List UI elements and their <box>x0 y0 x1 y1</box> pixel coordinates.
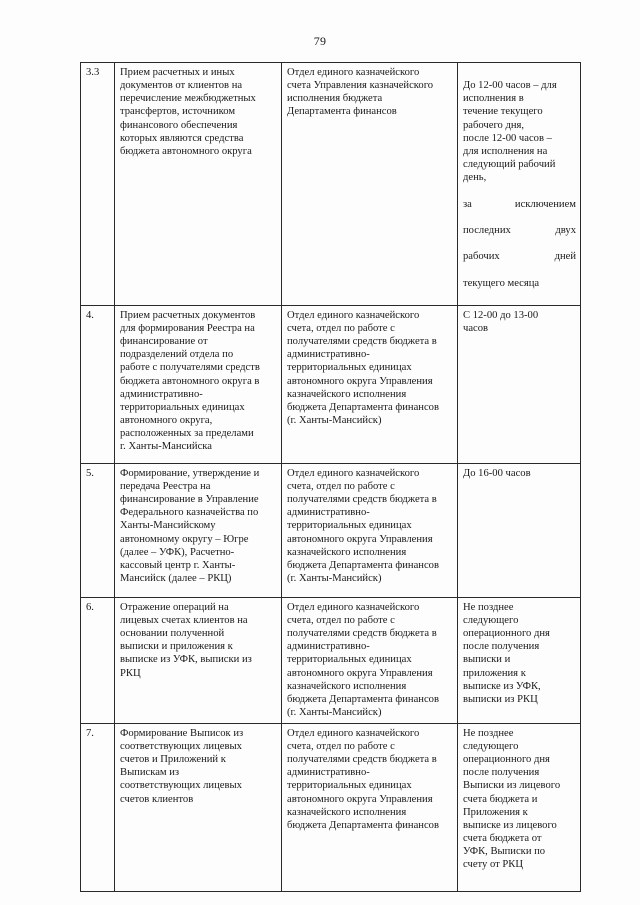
row-number: 7. <box>81 723 115 891</box>
deadline-word: за <box>463 198 472 210</box>
responsible-cell: Отдел единого казначейского счета, отдел по работе с получателями средств бюджета в административно- территориальных единицах автономного округа Управления казначейского исполнения бюджета Департамента финансов (г. Ханты-Мансийск) <box>282 597 458 723</box>
deadline-word: двух <box>555 224 576 236</box>
deadline-justified-line <box>463 198 576 211</box>
action-cell: Прием расчетных документов для формирования Реестра на финансирование от подразделений отдела по работе с получателями средств бюджета автономного округа в административно- территориальных единицах автономного округа, расположенных за пределами г. Ханты-Мансийска <box>115 305 282 463</box>
responsible-cell: Отдел единого казначейского счета, отдел по работе с получателями средств бюджета в административно- территориальных единицах автономного округа Управления казначейского исполнения бюджета Департамента финансов (г. Ханты-Мансийск) <box>282 463 458 597</box>
table-row <box>81 597 581 723</box>
deadline-word: дней <box>554 251 576 263</box>
deadline-justified-line <box>463 224 576 237</box>
table-row <box>81 723 581 891</box>
action-cell: Прием расчетных и иных документов от клиентов на перечисление межбюджетных трансфертов, источником финансового обеспечения которых являются средства бюджета автономного округа <box>115 63 282 306</box>
table-row <box>81 463 581 597</box>
deadline-cell: Не позднее следующего операционного дня после получения Выписки из лицевого счета бюджета и Приложения к выписке из лицевого счета бюджета от УФК, Выписки по счету от РКЦ <box>458 723 581 891</box>
page-number: 79 <box>313 34 327 48</box>
action-cell: Отражение операций на лицевых счетах клиентов на основании полученной выписки и приложения к выписке из УФК, выписки из РКЦ <box>115 597 282 723</box>
row-number: 4. <box>81 305 115 463</box>
responsible-cell: Отдел единого казначейского счета, отдел по работе с получателями средств бюджета в административно- территориальных единицах автономного округа Управления казначейского исполнения бюджета Департамента финансов <box>282 723 458 891</box>
deadline-justified-line <box>463 250 576 263</box>
deadline-cell: До 16-00 часов <box>458 463 581 597</box>
deadline-cell: С 12-00 до 13-00 часов <box>458 305 581 463</box>
row-number: 3.3 <box>81 63 115 306</box>
row-number: 5. <box>81 463 115 597</box>
deadline-cell <box>458 63 581 306</box>
responsible-cell: Отдел единого казначейского счета Управления казначейского исполнения бюджета Департамента финансов <box>282 63 458 306</box>
deadline-word: исключением <box>514 198 576 210</box>
table-row <box>81 63 581 306</box>
deadline-word: последних <box>463 224 511 236</box>
schedule-table <box>80 62 581 892</box>
deadline-cell: Не позднее следующего операционного дня после получения выписки и приложения к выписке из УФК, выписки из РКЦ <box>458 597 581 723</box>
deadline-text-end: текущего месяца <box>463 277 540 289</box>
deadline-word: рабочих <box>463 251 500 263</box>
responsible-cell: Отдел единого казначейского счета, отдел по работе с получателями средств бюджета в административно- территориальных единицах автономного округа Управления казначейского исполнения бюджета Департамента финансов (г. Ханты-Мансийск) <box>282 305 458 463</box>
deadline-text: До 12-00 часов – для исполнения в течение текущего рабочего дня, после 12-00 часов – для исполнения на следующий рабочий день, <box>463 80 557 184</box>
action-cell: Формирование, утверждение и передача Реестра на финансирование в Управление Федерального казначейства по Ханты-Мансийскому автономному округу – Югре (далее – УФК), Расчетно- кассовый центр г. Ханты- Мансийск (далее – РКЦ) <box>115 463 282 597</box>
row-number: 6. <box>81 597 115 723</box>
action-cell: Формирование Выписок из соответствующих лицевых счетов и Приложений к Выпискам из соответствующих лицевых счетов клиентов <box>115 723 282 891</box>
table-row <box>81 305 581 463</box>
